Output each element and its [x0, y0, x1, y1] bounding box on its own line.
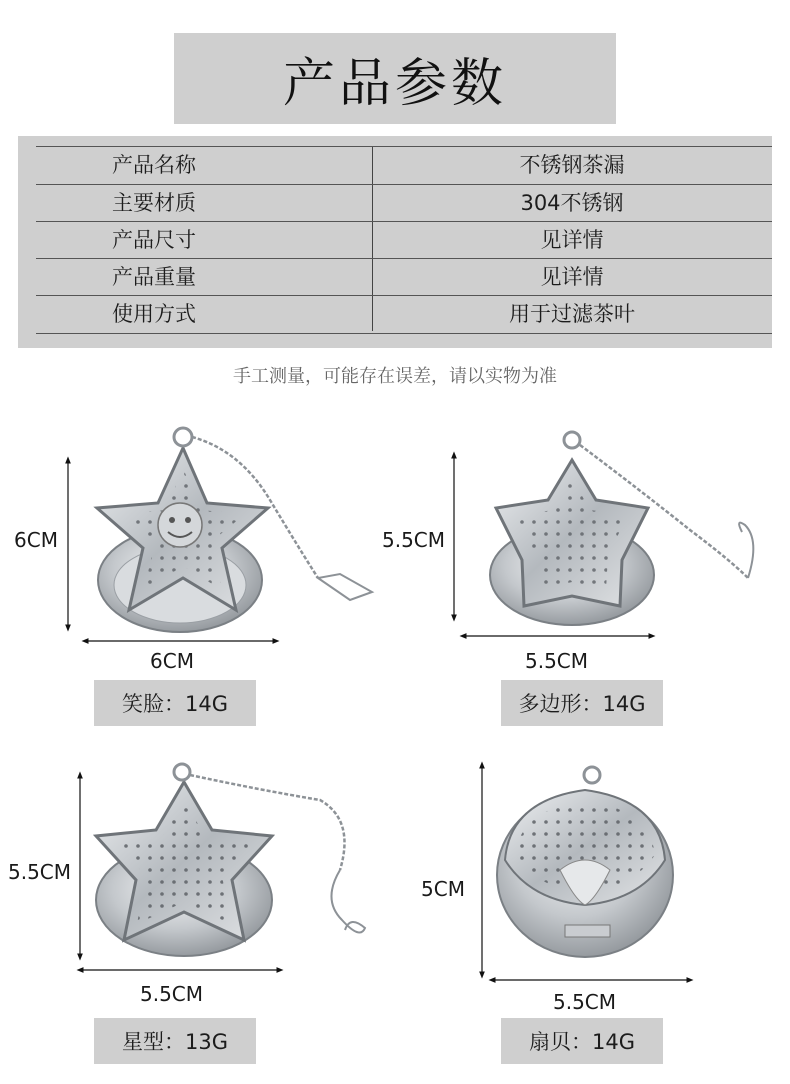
spec-value: 用于过滤茶叶 — [509, 302, 635, 326]
scallop-strainer-image — [482, 765, 690, 980]
height-label: 6CM — [14, 528, 58, 552]
smiley-strainer-image — [68, 428, 372, 641]
height-label: 5CM — [421, 877, 465, 901]
spec-key: 产品尺寸 — [112, 228, 196, 252]
spec-key: 使用方式 — [112, 302, 196, 326]
product-label-text: 多边形：14G — [518, 692, 646, 716]
spec-value: 不锈钢茶漏 — [519, 153, 625, 177]
product-label — [94, 1018, 256, 1064]
product-label — [501, 1018, 663, 1064]
spec-value: 见详情 — [540, 265, 604, 289]
height-label: 5.5CM — [382, 528, 446, 552]
spec-key: 产品名称 — [112, 153, 196, 177]
product-label-text: 笑脸：14G — [122, 692, 228, 716]
polygon-strainer-image — [454, 432, 753, 636]
spec-key: 主要材质 — [112, 191, 196, 215]
width-label: 5.5CM — [525, 649, 589, 673]
spec-value: 见详情 — [540, 228, 604, 252]
height-label: 5.5CM — [8, 860, 72, 884]
page-title: 产品参数 — [282, 54, 507, 114]
spec-key: 产品重量 — [112, 265, 196, 289]
width-label: 6CM — [150, 649, 194, 673]
product-label-text: 星型：13G — [122, 1030, 228, 1054]
width-label: 5.5CM — [553, 990, 617, 1014]
measurement-note: 手工测量，可能存在误差，请以实物为准 — [233, 366, 557, 387]
star-strainer-image — [80, 764, 365, 970]
product-label-text: 扇贝：14G — [529, 1030, 635, 1054]
product-label — [94, 680, 256, 726]
spec-value: 304不锈钢 — [520, 191, 624, 215]
width-label: 5.5CM — [140, 982, 204, 1006]
product-label — [501, 680, 663, 726]
